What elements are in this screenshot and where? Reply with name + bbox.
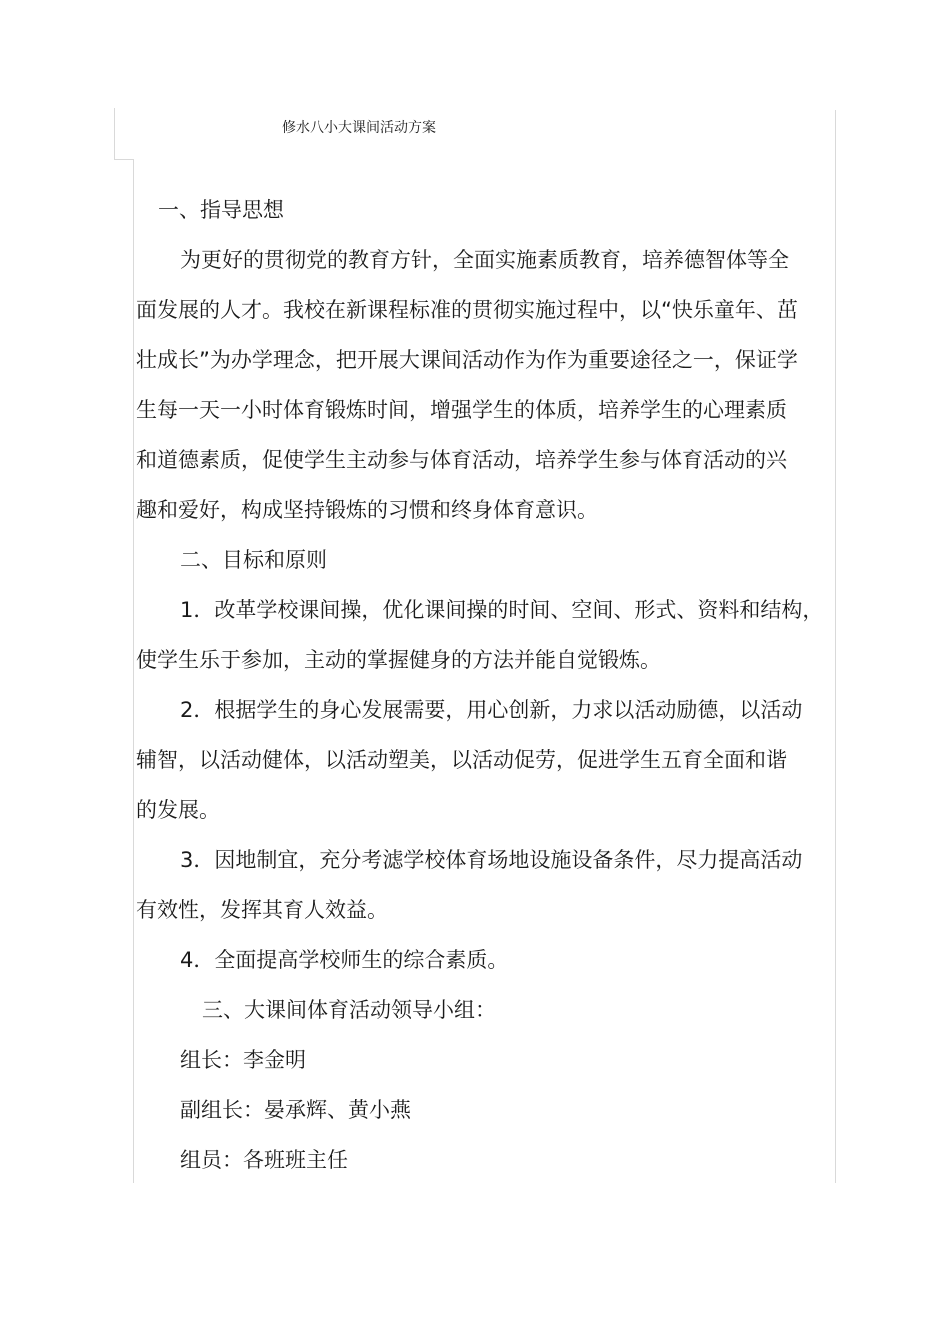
section-heading: 二、目标和原则: [180, 548, 327, 572]
list-item-line: 2．根据学生的身心发展需要，用心创新，力求以活动励德，以活动: [180, 698, 803, 722]
list-item-line: 有效性，发挥其育人效益。: [136, 898, 388, 922]
frame-line: [133, 159, 134, 1183]
section-heading: 三、大课间体育活动领导小组：: [202, 998, 496, 1022]
list-item-line: 使学生乐于参加，主动的掌握健身的方法并能自觉锻炼。: [136, 648, 661, 672]
document-body: [136, 185, 841, 1185]
frame-line: [114, 108, 115, 160]
paragraph-line: 和道德素质，促使学生主动参与体育活动，培养学生参与体育活动的兴: [136, 448, 787, 472]
list-item-line: 辅智，以活动健体，以活动塑美，以活动促劳，促进学生五育全面和谐: [136, 748, 787, 772]
list-item-line: 的发展。: [136, 798, 220, 822]
paragraph-line: 趣和爱好，构成坚持锻炼的习惯和终身体育意识。: [136, 498, 598, 522]
section-heading: 一、指导思想: [158, 198, 284, 222]
paragraph-line: 生每一天一小时体育锻炼时间，增强学生的体质，培养学生的心理素质: [136, 398, 787, 422]
list-item-line: 3．因地制宜，充分考滤学校体育场地设施设备条件，尽力提高活动: [180, 848, 803, 872]
paragraph-line: 面发展的人才。我校在新课程标准的贯彻实施过程中，以“快乐童年、茁: [136, 298, 798, 322]
list-item-line: 1．改革学校课间操，优化课间操的时间、空间、形式、资料和结构，: [180, 598, 824, 622]
paragraph-line: 为更好的贯彻党的教育方针，全面实施素质教育，培养德智体等全: [180, 248, 789, 272]
leader-line: 组长：李金明: [180, 1048, 306, 1072]
deputy-leader-line: 副组长：晏承辉、黄小燕: [180, 1098, 411, 1122]
document-header-title: 修水八小大课间活动方案: [282, 120, 436, 136]
paragraph-line: 壮成长”为办学理念，把开展大课间活动作为作为重要途径之一，保证学: [136, 348, 798, 372]
members-line: 组员：各班班主任: [180, 1148, 348, 1172]
frame-line: [114, 159, 134, 160]
list-item-line: 4．全面提高学校师生的综合素质。: [180, 948, 509, 972]
